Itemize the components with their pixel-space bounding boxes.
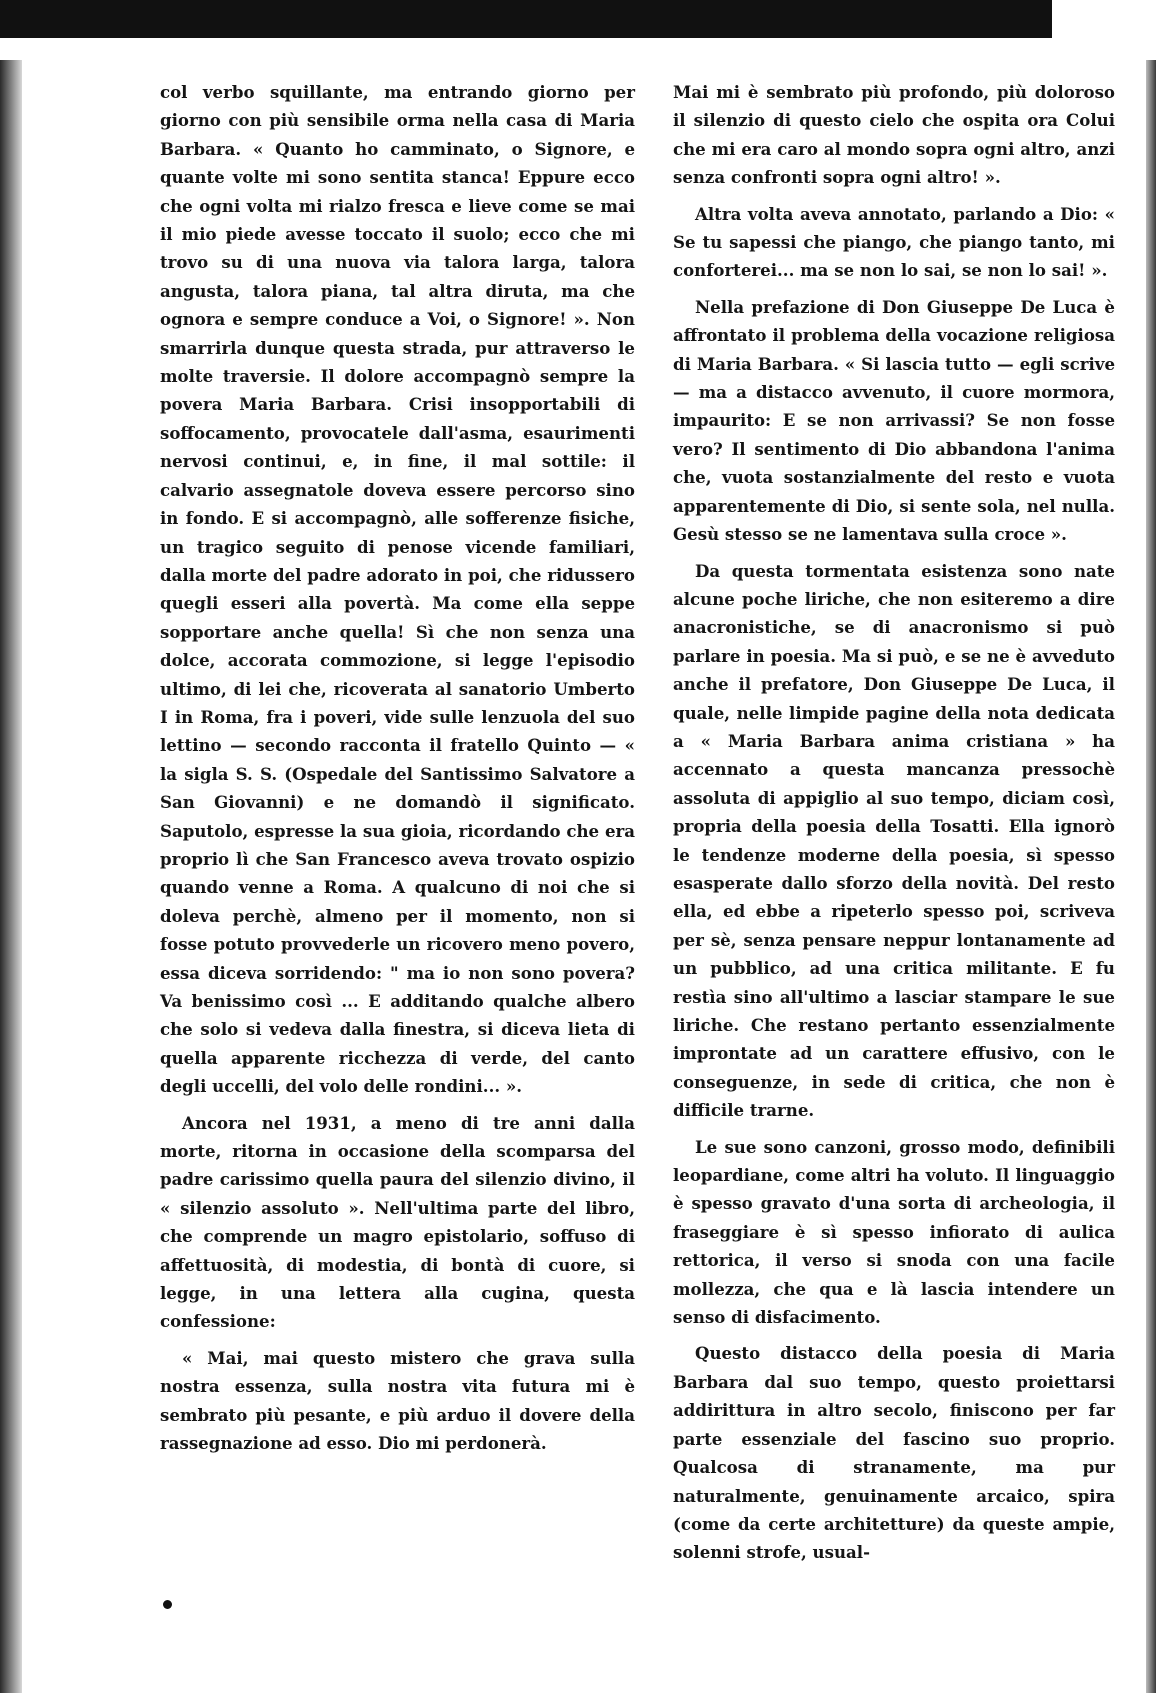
left-text-column: [160, 78, 635, 1466]
paragraph: Mai mi è sembrato più profondo, più doloroso il silenzio di questo cielo che ospita ora Colui che mi era caro al mondo sopra ogni altro, anzi senza confronti sopra ogni altro! ».: [673, 82, 1115, 188]
paragraph: Ancora nel 1931, a meno di tre anni dalla morte, ritorna in occasione della scomparsa del padre carissimo quella paura del silenzio divino, il « silenzio assoluto ». Nell'ultima parte del libro, che comprende un magro epistolario, soffuso di affettuosità, di modestia, di bontà di cuore, si legge, in una lettera alla cugina, questa confessione:: [160, 1112, 635, 1332]
scan-right-shadow: [1146, 60, 1156, 1693]
paragraph: Questo distacco della poesia di Maria Barbara dal suo tempo, questo proiettarsi addirittura in altro secolo, finiscono per far parte essenziale del fascino suo proprio. Qualcosa di stranamente, ma pur naturalmente, genuinamente arcaico, spira (come da certe architetture) da queste ampie, solenni strofe, usual-: [673, 1343, 1115, 1563]
paragraph: « Mai, mai questo mistero che grava sulla nostra essenza, sulla nostra vita futura mi è sembrato più pesante, e più arduo il dovere della rassegnazione ad esso. Dio mi perdonerà.: [160, 1347, 635, 1454]
scan-top-border: [0, 0, 1052, 38]
paragraph: Nella prefazione di Don Giuseppe De Luca è affrontato il problema della vocazione religiosa di Maria Barbara. « Si lascia tutto — egli scrive — ma a distacco avvenuto, il cuore mormora, impaurito: E se non arrivassi? Se non fosse vero? Il sentimento di Dio abbandona l'anima che, vuota sostanzialmente del resto e vuota apparentemente di Dio, si sente sola, nel nulla. Gesù stesso se ne lamentava sulla croce ».: [673, 296, 1115, 545]
paragraph: Da questa tormentata esistenza sono nate alcune poche liriche, che non esiteremo a dire anacronistiche, se di anacronismo si può parlare in poesia. Ma si può, e se ne è avveduto anche il prefatore, Don Giuseppe De Luca, il quale, nelle limpide pagine della nota dedicata a « Maria Barbara anima cristiana » ha accennato a questa mancanza pressochè assoluta di appiglio al suo tempo, diciam così, propria della poesia della Tosatti. Ella ignorò le tendenze moderne della poesia, sì spesso esasperate dallo sforzo della novità. Del resto ella, ed ebbe a ripeterlo spesso poi, scriveva per sè, senza pensare neppur lontanamente ad un pubblico, ad una critica militante. E fu restìa sino all'ultimo a lasciar stampare le sue liriche. Che restano pertanto essenzialmente improntate ad un carattere effusivo, con le conseguenze, in sede di critica, che non è difficile trarne.: [673, 560, 1115, 1121]
paragraph: Altra volta aveva annotato, parlando a Dio: « Se tu sapessi che piango, che piango tanto, mi conforterei... ma se non lo sai, se non lo sai! ».: [673, 203, 1115, 281]
right-text-column: [673, 78, 1115, 1575]
paragraph: col verbo squillante, ma entrando giorno per giorno con più sensibile orma nella casa di Maria Barbara. « Quanto ho camminato, o Signore, e quante volte mi sono sentita stanca! Eppure ecco che ogni volta mi rialzo fresca e lieve come se mai il mio piede avesse toccato il suolo; ecco che mi trovo su di una nuova via talora larga, talora angusta, talora piana, tal altra diruta, ma che ognora e sempre conduce a Voi, o Signore! ». Non smarrirla dunque questa strada, pur attraverso le molte traversie. Il dolore accompagnò sempre la povera Maria Barbara. Crisi insopportabili di soffocamento, provocatele dall'asma, esaurimenti nervosi continui, e, in fine, il mal sottile: il calvario assegnatole doveva essere percorso sino in fondo. E si accompagnò, alle sofferenze fisiche, un tragico seguito di penose vicende familiari, dalla morte del padre adorato in poi, che ridussero quegli esseri alla povertà. Ma come ella seppe sopportare anche quella! Sì che non senza una dolce, accorata commozione, si legge l'episodio ultimo, di lei che, ricoverata al sanatorio Umberto I in Roma, fra i poveri, vide sulle lenzuola del suo lettino — secondo racconta il fratello Quinto — « la sigla S. S. (Ospedale del Santissimo Salvatore a San Giovanni) e ne domandò il significato. Saputolo, espresse la sua gioia, ricordando che era proprio lì che San Francesco aveva trovato ospizio quando venne a Roma. A qualcuno di noi che si doleva perchè, almeno per il momento, non si fosse potuto provvederle un ricovero meno povero, essa diceva sorridendo: " ma io non sono povera? Va benissimo così ... E additando qualche albero che solo si vedeva dalla finestra, si diceva lieta di quella apparente ricchezza di verde, del canto degli uccelli, del volo delle rondini... ».: [160, 82, 635, 1097]
page-mark-dot: [163, 1600, 172, 1609]
scan-left-shadow: [0, 60, 22, 1693]
paragraph: Le sue sono canzoni, grosso modo, definibili leopardiane, come altri ha voluto. Il linguaggio è spesso gravato d'una sorta di archeologia, il fraseggiare è sì spesso infiorato di aulica rettorica, il verso si snoda con una facile mollezza, che qua e là lascia intendere un senso di disfacimento.: [673, 1136, 1115, 1328]
